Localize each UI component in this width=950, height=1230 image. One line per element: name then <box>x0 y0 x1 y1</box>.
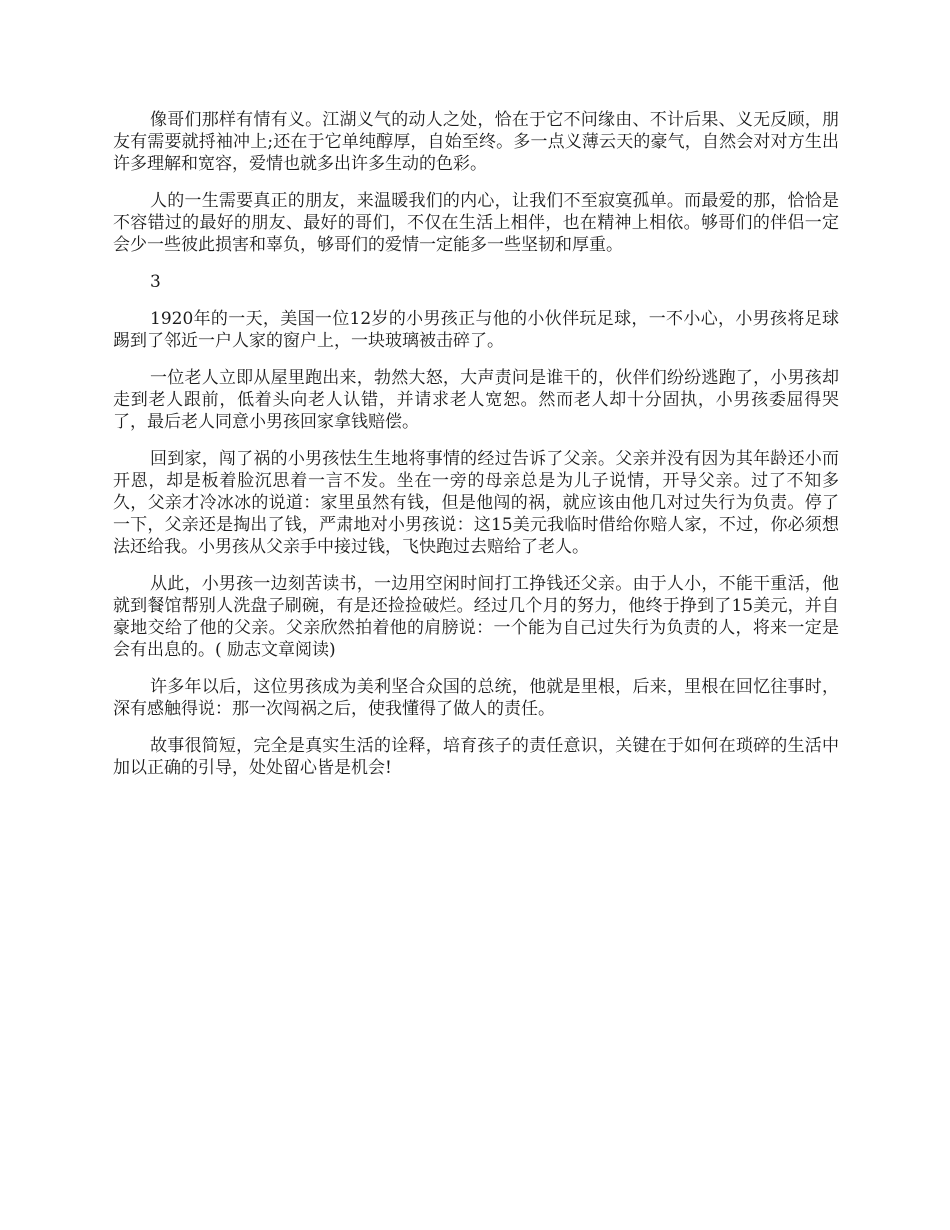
article-body <box>113 109 839 794</box>
paragraph-2: 人的一生需要真正的朋友，来温暖我们的内心，让我们不至寂寞孤单。而最爱的那，恰恰是不容错过的最好的朋友、最好的哥们，不仅在生活上相伴，也在精神上相依。够哥们的伴侣一定会少一些彼此损害和辜负，够哥们的爱情一定能多一些坚韧和厚重。 <box>113 191 839 255</box>
paragraph-5: 回到家，闯了祸的小男孩怯生生地将事情的经过告诉了父亲。父亲并没有因为其年龄还小而开恩，却是板着脸沉思着一言不发。坐在一旁的母亲总是为儿子说情，开导父亲。过了不知多久，父亲才冷冰冰的说道：家里虽然有钱，但是他闯的祸，就应该由他几对过失行为负责。停了一下，父亲还是掏出了钱，严肃地对小男孩说：这15美元我临时借给你赔人家，不过，你必须想法还给我。小男孩从父亲手中接过钱，飞快跑过去赔给了老人。 <box>113 449 839 557</box>
paragraph-1: 像哥们那样有情有义。江湖义气的动人之处，恰在于它不问缘由、不计后果、义无反顾，朋友有需要就捋袖冲上;还在于它单纯醇厚，自始至终。多一点义薄云天的豪气，自然会对对方生出许多理解和宽容，爱情也就多出许多生动的色彩。 <box>113 110 839 174</box>
paragraph-3: 1920年的一天，美国一位12岁的小男孩正与他的小伙伴玩足球，一不小心，小男孩将足球踢到了邻近一户人家的窗户上，一块玻璃被击碎了。 <box>113 309 839 351</box>
paragraph-6: 从此，小男孩一边刻苦读书，一边用空闲时间打工挣钱还父亲。由于人小，不能干重活，他就到餐馆帮别人洗盘子刷碗，有是还捡捡破烂。经过几个月的努力，他终于挣到了15美元，并自豪地交给了他的父亲。父亲欣然拍着他的肩膀说：一个能为自己过失行为负责的人，将来一定是会有出息的。( 励志文章阅读) <box>113 574 839 660</box>
section-number: 3 <box>150 272 161 292</box>
paragraph-8: 故事很简短，完全是真实生活的诠释，培育孩子的责任意识，关键在于如何在琐碎的生活中加以正确的引导，处处留心皆是机会! <box>113 736 839 778</box>
paragraph-4: 一位老人立即从屋里跑出来，勃然大怒，大声责问是谁干的，伙伴们纷纷逃跑了，小男孩却走到老人跟前，低着头向老人认错，并请求老人宽恕。然而老人却十分固执，小男孩委屈得哭了，最后老人同意小男孩回家拿钱赔偿。 <box>113 368 839 432</box>
paragraph-7: 许多年以后，这位男孩成为美利坚合众国的总统，他就是里根，后来，里根在回忆往事时，深有感触得说：那一次闯祸之后，使我懂得了做人的责任。 <box>113 677 839 719</box>
